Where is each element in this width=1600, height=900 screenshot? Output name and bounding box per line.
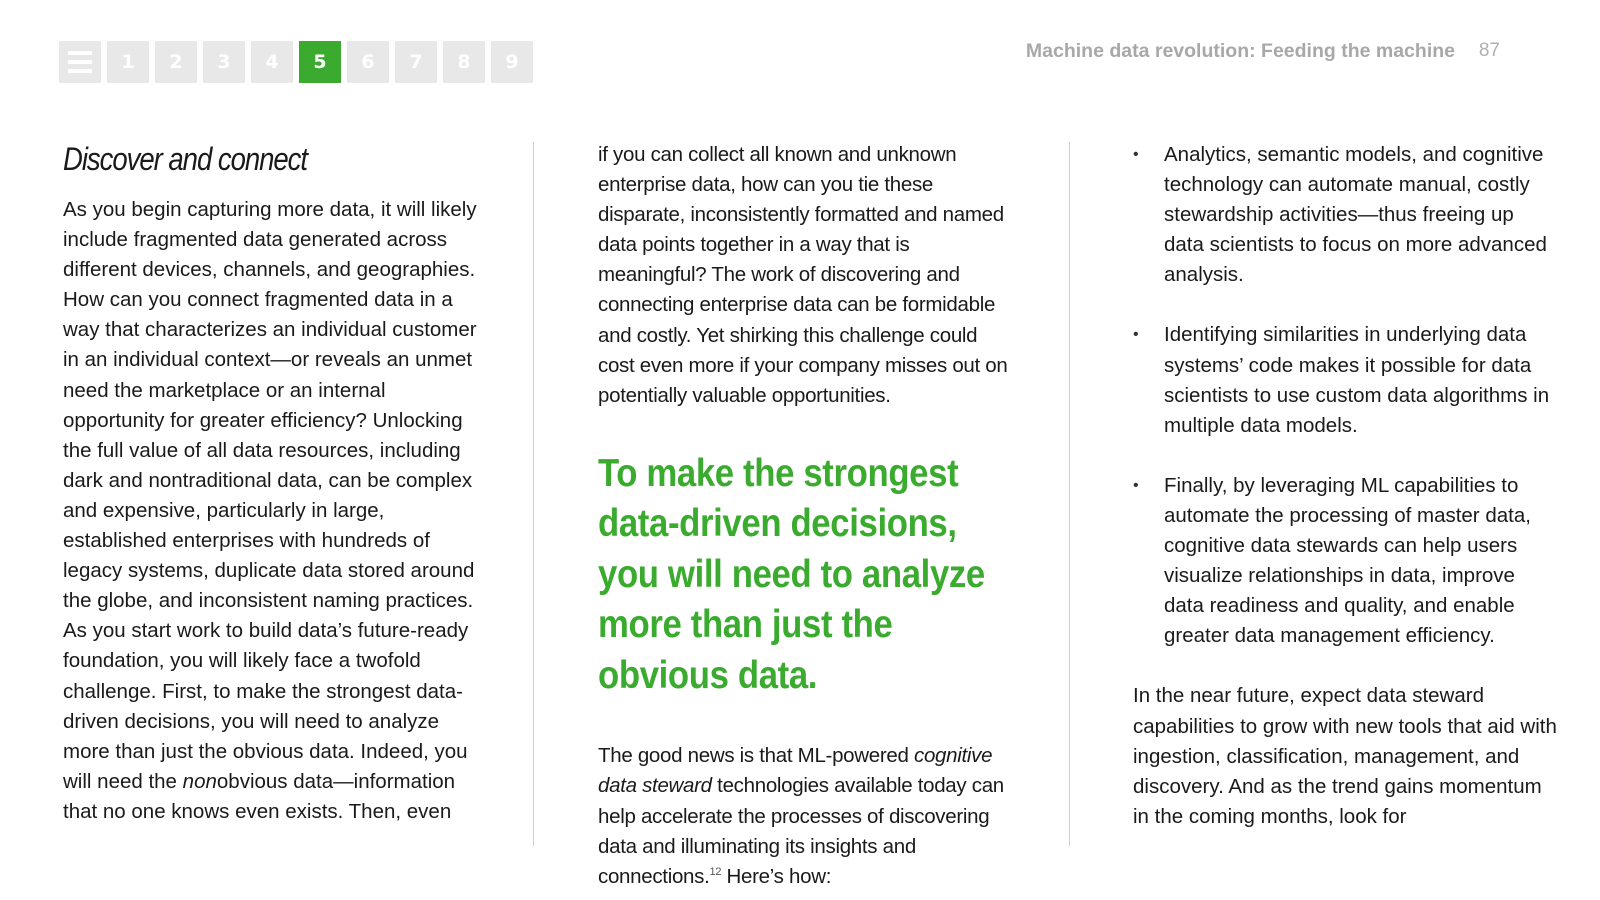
column-2 (598, 140, 1018, 892)
page-button-9[interactable]: 9 (491, 41, 533, 83)
document-title: Machine data revolution: Feeding the machine (1025, 40, 1455, 62)
pull-quote: To make the strongest data-driven decisions, you will need to analyze more than just the obvious data. (598, 451, 985, 697)
body-paragraph: if you can collect all known and unknown enterprise data, how can you tie these disparate, inconsistently formatted and named data points together in a way that is meaningful? The work of discovering and connecting enterprise data can be formidable and costly. Yet shirking this challenge could cost even more if your company misses out on potentially valuable opportunities. (598, 143, 1008, 407)
text-span: obvious data—information that no one knows even exists. Then, even (63, 769, 456, 823)
emphasis-text: cognitive data steward (598, 744, 993, 798)
text-span: technologies available today can help accelerate the processes of discovering data and illuminating its insights and connections. (598, 774, 1004, 888)
column-divider-left (533, 142, 534, 846)
bullet-item: • Finally, by leveraging ML capabilities to automate the processing of master data, cognitive data stewards can help users visualize relationships in data, improve data readiness and quality, and enable greater data management efficiency. (1133, 471, 1557, 652)
bullet-item: • Identifying similarities in underlying data systems’ code makes it possible for data scientists to use custom data algorithms in multiple data models. (1133, 320, 1557, 440)
hamburger-menu-icon[interactable] (59, 41, 101, 83)
section-heading: Discover and connect (63, 141, 308, 177)
bullet-list (1133, 140, 1557, 651)
column-1 (63, 140, 481, 827)
page-button-8[interactable]: 8 (443, 41, 485, 83)
page-button-5-active[interactable]: 5 (299, 41, 341, 83)
text-span: The good news is that ML-powered (598, 744, 914, 768)
body-paragraph: In the near future, expect data steward capabilities to grow with new tools that aid with ingestion, classification, management, and discovery. And as the trend gains momentum in the coming months, look for (1133, 684, 1557, 828)
page-navigation (59, 41, 533, 83)
bullet-item: • Analytics, semantic models, and cognitive technology can automate manual, costly stewardship activities—thus freeing up data scientists to focus on more advanced analysis. (1133, 140, 1557, 290)
page-button-6[interactable]: 6 (347, 41, 389, 83)
body-paragraph (598, 741, 1018, 891)
column-divider-right (1069, 142, 1070, 846)
body-paragraph (63, 195, 481, 827)
emphasis-text: non (182, 769, 217, 793)
column-3 (1133, 140, 1557, 832)
text-span: As you begin capturing more data, it will likely include fragmented data generated across different devices, channels, and geographies. How can you connect fragmented data in a way that characterizes an individual customer in an individual context—or reveals an unmet need the marketplace or an internal opportunity for greater efficiency? Unlocking the full value of all data resources, including dark and nontraditional data, can be complex and expensive, particularly in large, established enterprises with hundreds of legacy systems, duplicate data stored around the globe, and inconsistent naming practices. As you start work to build data’s future-ready foundation, you will likely face a twofold challenge. First, to make the strongest data-driven decisions, you will need to analyze more than just the obvious data. Indeed, you will need the (63, 198, 477, 793)
footnote-reference[interactable]: 12 (709, 865, 722, 878)
page-button-3[interactable]: 3 (203, 41, 245, 83)
text-span: Here’s how: (721, 864, 832, 888)
page-button-7[interactable]: 7 (395, 41, 437, 83)
page-number: 87 (1478, 40, 1500, 61)
page-button-1[interactable]: 1 (107, 41, 149, 83)
page-button-4[interactable]: 4 (251, 41, 293, 83)
page-button-2[interactable]: 2 (155, 41, 197, 83)
